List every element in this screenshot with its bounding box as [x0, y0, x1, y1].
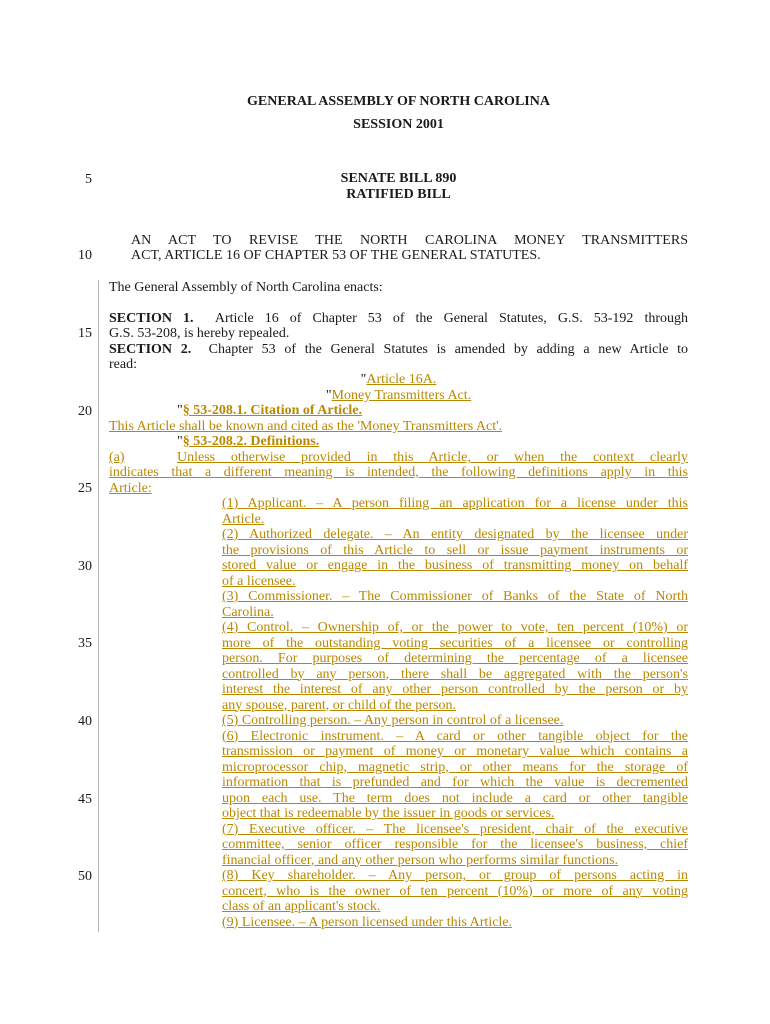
section-1-line-1 [109, 311, 688, 327]
article-heading [109, 372, 688, 388]
act-title-line-2: ACT, ARTICLE 16 OF CHAPTER 53 OF THE GENERAL STATUTES. [131, 248, 541, 263]
section-53-208-1-text: This Article shall be known and cited as the 'Money Transmitters Act'. [109, 419, 503, 434]
section-2-text: Chapter 53 of the General Statutes is amended by adding a new Article to [208, 342, 688, 357]
section-53-208-2-heading [177, 434, 688, 450]
bill-status: RATIFIED BILL [346, 187, 451, 202]
line-number: 20 [78, 404, 92, 419]
definition-item: (7) Executive officer. – The licensee's president, chair of the executive [222, 821, 688, 837]
open-quote: " [177, 403, 183, 418]
definition-line: any spouse, parent, or child of the person. [222, 697, 457, 713]
bill-number: SENATE BILL 890 [340, 171, 457, 186]
definition-item: (8) Key shareholder. – Any person, or group of persons acting in [222, 868, 688, 883]
article-name [109, 388, 688, 404]
section-1-line-2: G.S. 53-208, is hereby repealed. [109, 326, 290, 341]
definition-line: class of an applicant's stock. [222, 899, 381, 914]
definition-line: interest the interest of any other person controlled by the person or by [222, 682, 688, 697]
definition-item: (5) Controlling person. – Any person in control of a licensee. [222, 713, 564, 728]
article-number: Article 16A. [366, 372, 437, 387]
definition-line: object that is redeemable by the issuer in goods or services. [222, 806, 555, 821]
line-number: 35 [78, 636, 92, 651]
line-number: 5 [85, 172, 92, 187]
act-title-line-1: AN ACT TO REVISE THE NORTH CAROLINA MONEY TRANSMITTERS [131, 233, 688, 248]
definition-line: Article. [222, 511, 265, 527]
definition-item: (3) Commissioner. – The Commissioner of Banks of the State of North [222, 589, 688, 604]
line-number: 10 [78, 248, 92, 263]
section-2-line-2: read: [109, 357, 137, 372]
definition-line: upon each use. The term does not include a card or other tangible [222, 790, 688, 806]
definition-line: controlled by any person, there shall be aggregated with the person's [222, 666, 688, 682]
definition-item: (4) Control. – Ownership of, or the power to vote, ten percent (10%) or [222, 620, 688, 635]
line-number: 40 [78, 714, 92, 729]
open-quote: " [177, 434, 183, 449]
line-number: 45 [78, 792, 92, 807]
section-heading-text: § 53-208.2. Definitions. [182, 434, 320, 449]
section-1-label: SECTION 1. [109, 311, 194, 326]
line-number: 30 [78, 559, 92, 574]
definition-line: of a licensee. [222, 573, 296, 589]
definition-line: concert, who is the owner of ten percent (10%) or more of any voting [222, 883, 688, 899]
section-53-208-1-heading [177, 403, 688, 419]
definition-item: (9) Licensee. – A person licensed under this Article. [222, 914, 513, 930]
definition-item: (6) Electronic instrument. – A card or other tangible object for the [222, 728, 688, 744]
section-2-line-1 [109, 342, 688, 358]
definition-line: committee, senior officer responsible for the licensee's business, chief [222, 837, 688, 852]
subsection-label: (a) [109, 450, 125, 465]
definition-line: person. For purposes of determining the percentage of a licensee [222, 651, 688, 666]
definition-line: financial officer, and any other person who performs similar functions. [222, 852, 619, 868]
definition-line: stored value or engage in the business of transmitting money on behalf [222, 558, 688, 573]
definition-line: transmission or payment of money or monetary value which contains a [222, 744, 688, 759]
definition-item: (1) Applicant. – A person filing an application for a license under this [222, 496, 688, 511]
subsection-text: Unless otherwise provided in this Article, or when the context clearly [177, 450, 688, 465]
session-title: SESSION 2001 [353, 117, 444, 132]
subsection-a-line-3: Article: [109, 481, 152, 496]
margin-rule [98, 280, 99, 932]
enacting-clause: The General Assembly of North Carolina enacts: [109, 280, 383, 295]
open-quote: " [325, 388, 332, 403]
subsection-a-line-2: indicates that a different meaning is intended, the following definitions apply in this [109, 465, 688, 480]
definition-line: the provisions of this Article to sell or issue payment instruments or [222, 542, 688, 558]
line-number: 25 [78, 481, 92, 496]
definition-line: Carolina. [222, 604, 274, 620]
open-quote: " [360, 372, 367, 387]
section-2-label: SECTION 2. [109, 342, 192, 357]
assembly-title: GENERAL ASSEMBLY OF NORTH CAROLINA [247, 94, 550, 109]
line-number: 15 [78, 326, 92, 341]
definition-line: more of the outstanding voting securities of a licensee or controlling [222, 635, 688, 651]
definition-line: microprocessor chip, magnetic strip, or other means for the storage of [222, 759, 688, 775]
article-name-text: Money Transmitters Act. [331, 388, 472, 403]
definition-line: information that is prefunded and for which the value is decremented [222, 775, 688, 790]
line-number: 50 [78, 869, 92, 884]
section-1-text: Article 16 of Chapter 53 of the General Statutes, G.S. 53-192 through [214, 311, 688, 326]
definition-item: (2) Authorized delegate. – An entity designated by the licensee under [222, 527, 688, 542]
section-heading-text: § 53-208.1. Citation of Article. [182, 403, 362, 418]
